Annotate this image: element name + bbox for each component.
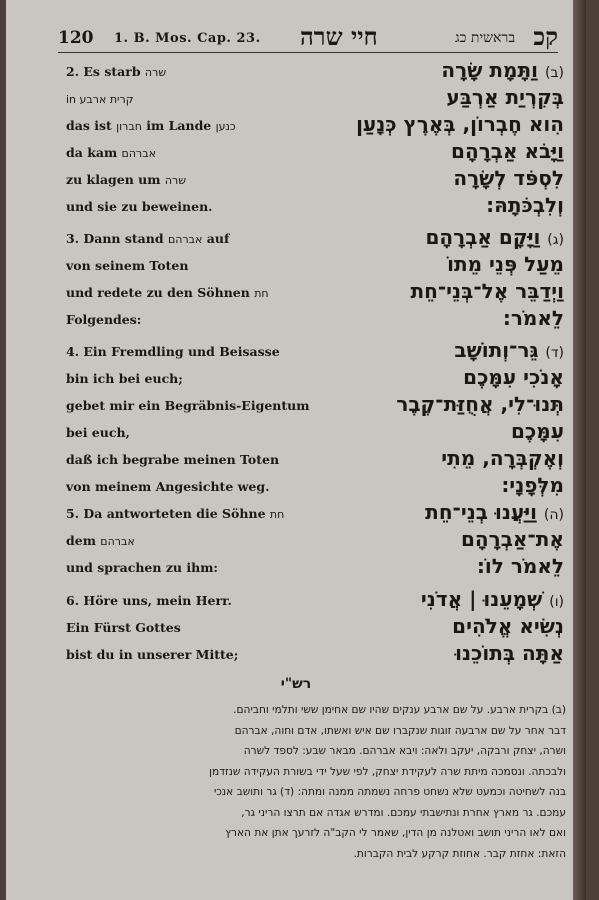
- hebrew-words: וַיָּקָם אַבְרָהָם: [425, 225, 541, 249]
- rashi-line: הזאת: אחזת קבר. אחוזת קרקע לבית הקברות.: [353, 847, 566, 860]
- rashi-commentary: [54, 700, 566, 864]
- german-text: 6. Höre uns, mein Herr.: [66, 593, 232, 608]
- verse-line: [58, 112, 564, 139]
- german-translation: [66, 425, 130, 440]
- hebrew-verse-text: [454, 338, 564, 362]
- german-translation: [66, 452, 279, 467]
- verse-line: [58, 225, 564, 252]
- german-text: im Lande: [146, 118, 216, 133]
- hebrew-verse-text: [452, 614, 564, 638]
- german-translation: [66, 344, 280, 359]
- verse-block: [58, 58, 564, 220]
- german-text: 4. Ein Fremdling und Beisasse: [66, 344, 280, 359]
- german-text: auf: [206, 231, 230, 246]
- german-text: 2. Es starb: [66, 64, 141, 79]
- hebrew-page-number: קכ: [533, 22, 558, 51]
- german-translation: [66, 258, 188, 273]
- german-translation: [66, 145, 156, 160]
- hebrew-words: גֵּר־וְתוֹשָׁב: [454, 338, 539, 362]
- hebrew-words: מֵעַל פְּנֵי מֵתוֹ: [447, 252, 564, 276]
- book-reference: 1. B. Mos. Cap. 23.: [114, 31, 261, 46]
- hebrew-verse-text: [421, 587, 564, 611]
- verse-line: [58, 419, 564, 446]
- verse-line: [58, 500, 564, 527]
- hebrew-name-in-german: חת: [254, 287, 269, 300]
- hebrew-verse-text: [425, 500, 564, 524]
- verse-line: [58, 166, 564, 193]
- hebrew-verse-text: [451, 139, 564, 163]
- hebrew-words: אַתָּה בְּתוֹכֵנוּ: [455, 641, 564, 665]
- german-text: 3. Dann stand: [66, 231, 164, 246]
- hebrew-verse-text: [511, 419, 564, 443]
- verse-line: [58, 587, 564, 614]
- hebrew-words: בְּקִרְיַת אַרְבַּע: [446, 85, 564, 109]
- hebrew-words: מִלְּפָנָי:: [501, 473, 564, 497]
- german-text: gebet mir ein Begräbnis-Eigentum: [66, 398, 310, 413]
- german-text: und redete zu den Söhnen: [66, 285, 250, 300]
- verse-block: [58, 500, 564, 581]
- book-spine: [573, 0, 586, 900]
- hebrew-words: וַיַּעֲנוּ בְנֵי־חֵת: [425, 500, 537, 524]
- german-text: bei euch,: [66, 425, 130, 440]
- hebrew-words: הִוא חֶבְרוֹן, בְּאֶרֶץ כְּנָעַן: [356, 112, 564, 136]
- hebrew-words: לִסְפֹּד לְשָׂרָה: [453, 166, 564, 190]
- hebrew-verse-text: [446, 85, 564, 109]
- hebrew-words: אָנֹכִי עִמָּכֶם: [463, 365, 564, 389]
- hebrew-reference: בראשית כג: [455, 30, 516, 46]
- hebrew-verse-text: [461, 527, 564, 551]
- page-header: [58, 22, 558, 53]
- german-translation: [66, 285, 269, 300]
- german-text: Folgendes:: [66, 312, 142, 327]
- hebrew-words: וַיָּבֹא אַבְרָהָם: [451, 139, 564, 163]
- german-translation: [66, 620, 181, 635]
- verse-line: [58, 446, 564, 473]
- verse-block: [58, 338, 564, 500]
- hebrew-name-in-german: חברון: [116, 120, 142, 133]
- verse-number: (ו): [549, 594, 564, 610]
- hebrew-words: וְאֶקְבְּרָה, מֵתִי: [441, 446, 564, 470]
- verse-line: [58, 473, 564, 500]
- verse-line: [58, 392, 564, 419]
- german-translation: [66, 647, 238, 662]
- verse-line: [58, 641, 564, 668]
- german-text: Ein Fürst Gottes: [66, 620, 181, 635]
- rashi-title: רש"י: [280, 676, 312, 692]
- rashi-line: ושרה, יצחק ורבקה, יעקב ולאה: ויבא אברהם. מבאר שבע: לספד לשרה: [243, 745, 566, 757]
- hebrew-name-in-german: שרה: [164, 174, 187, 187]
- german-text: dem: [66, 533, 96, 548]
- german-translation: [66, 533, 135, 548]
- verse-number: (ג): [547, 232, 564, 248]
- rashi-line: עמכם. גר מארץ אחרת ונתישבתי עמכם. ומדרש אגדה אם תרצו הריני גר,: [241, 806, 566, 819]
- german-text: von meinem Angesichte weg.: [66, 479, 270, 494]
- hebrew-name-in-german: קרית ארבע in: [66, 93, 134, 106]
- hebrew-verse-text: [463, 365, 564, 389]
- hebrew-verse-text: [441, 446, 564, 470]
- hebrew-name-in-german: חת: [269, 508, 285, 521]
- hebrew-name-in-german: אברהם: [121, 147, 156, 160]
- verse-line: [58, 365, 564, 392]
- hebrew-verse-text: [410, 279, 564, 303]
- hebrew-verse-text: [453, 166, 564, 190]
- parasha-title: חיי שרה: [300, 22, 378, 51]
- german-text: daß ich begrabe meinen Toten: [66, 452, 280, 467]
- page-number: 120: [58, 28, 94, 48]
- hebrew-words: שְׁמָעֵנוּ | אֲדֹנִי: [420, 587, 543, 611]
- verse-line: [58, 252, 564, 279]
- hebrew-words: אֶת־אַבְרָהָם: [461, 527, 564, 551]
- german-translation: [66, 593, 232, 608]
- german-translation: [66, 398, 309, 413]
- verse-line: [58, 139, 564, 166]
- hebrew-name-in-german: אברהם: [167, 233, 203, 246]
- verse-block: [58, 225, 564, 333]
- verse-line: [58, 527, 564, 554]
- german-translation: [66, 371, 183, 386]
- hebrew-words: וַתָּמָת שָׂרָה: [441, 58, 538, 82]
- german-text: bin ich bei euch;: [66, 371, 183, 386]
- hebrew-verse-text: [486, 193, 564, 217]
- german-text: und sprachen zu ihm:: [66, 560, 219, 575]
- rashi-line: דבר אחר על שם ארבעה זוגות שנקברו שם איש ואשתו, אדם וחוה, אברהם: [234, 724, 566, 737]
- german-translation: [66, 199, 213, 214]
- verse-block: [58, 587, 564, 668]
- verse-number: (ה): [543, 507, 564, 523]
- hebrew-words: תְּנוּ־לִי, אֲחֻזַּת־קֶבֶר: [396, 392, 564, 416]
- german-translation: [66, 479, 269, 494]
- hebrew-name-in-german: שרה: [144, 66, 167, 79]
- verse-number: (ב): [544, 65, 564, 81]
- verse-number: (ד): [545, 345, 564, 361]
- rashi-line: ואם לאו הריני תושב ואטלנה מן הדין, שאמר לי הקב"ה לזרעך אתן את הארץ: [225, 827, 566, 839]
- hebrew-verse-text: [447, 252, 564, 276]
- german-translation: [66, 64, 166, 79]
- german-translation: [66, 172, 186, 187]
- hebrew-verse-text: [501, 473, 564, 497]
- verse-line: [58, 279, 564, 306]
- german-text: 5. Da antworteten die Söhne: [66, 506, 266, 521]
- hebrew-words: לֵאמֹר:: [502, 306, 564, 330]
- rashi-line: בנה לשחיטה וכמעט שלא נשחט פרחה נשמתה ממנה ומתה: (ד) גר ותושב אנכי: [213, 786, 566, 798]
- hebrew-verse-text: [396, 392, 564, 416]
- hebrew-verse-text: [425, 225, 564, 249]
- verse-line: [58, 58, 564, 85]
- hebrew-name-in-german: כנען: [215, 120, 236, 133]
- hebrew-verse-text: [455, 641, 564, 665]
- hebrew-words: נְשִׂיא אֱלֹהִים: [452, 614, 564, 638]
- verse-line: [58, 306, 564, 333]
- hebrew-verse-text: [503, 306, 564, 330]
- hebrew-name-in-german: אברהם: [100, 535, 135, 548]
- german-text: von seinem Toten: [66, 258, 189, 273]
- german-translation: [66, 118, 236, 133]
- german-translation: [66, 312, 141, 327]
- hebrew-words: עִמָּכֶם: [510, 419, 564, 443]
- book-page: [6, 0, 586, 900]
- german-text: bist du in unserer Mitte;: [66, 647, 239, 662]
- german-text: da kam: [66, 145, 118, 160]
- german-translation: [66, 506, 284, 521]
- german-text: das ist: [66, 118, 112, 133]
- german-translation: [66, 560, 218, 575]
- hebrew-verse-text: [477, 554, 564, 578]
- verse-line: [58, 338, 564, 365]
- hebrew-words: וְלִבְכֹּתָהּ:: [486, 193, 564, 217]
- verse-line: [58, 193, 564, 220]
- hebrew-verse-text: [356, 112, 564, 136]
- verse-line: [58, 614, 564, 641]
- hebrew-verse-text: [441, 58, 564, 82]
- german-text: und sie zu beweinen.: [66, 199, 213, 214]
- rashi-line: (ב) בקרית ארבע. על שם ארבע ענקים שהיו שם אחימן ששי ותלמי וחביהם.: [233, 704, 566, 716]
- german-translation: [66, 231, 229, 246]
- verse-line: [58, 85, 564, 112]
- hebrew-words: לֵאמֹר לוֹ:: [476, 554, 564, 578]
- hebrew-words: וַיְדַבֵּר אֶל־בְּנֵי־חֵת: [410, 279, 564, 303]
- rashi-line: ולבכתה. ונסמכה מיתת שרה לעקידת יצחק, לפי שעל ידי בשורת העקידה שנזדמן: [209, 765, 566, 778]
- german-translation: [66, 91, 134, 106]
- verse-line: [58, 554, 564, 581]
- german-text: zu klagen um: [66, 172, 161, 187]
